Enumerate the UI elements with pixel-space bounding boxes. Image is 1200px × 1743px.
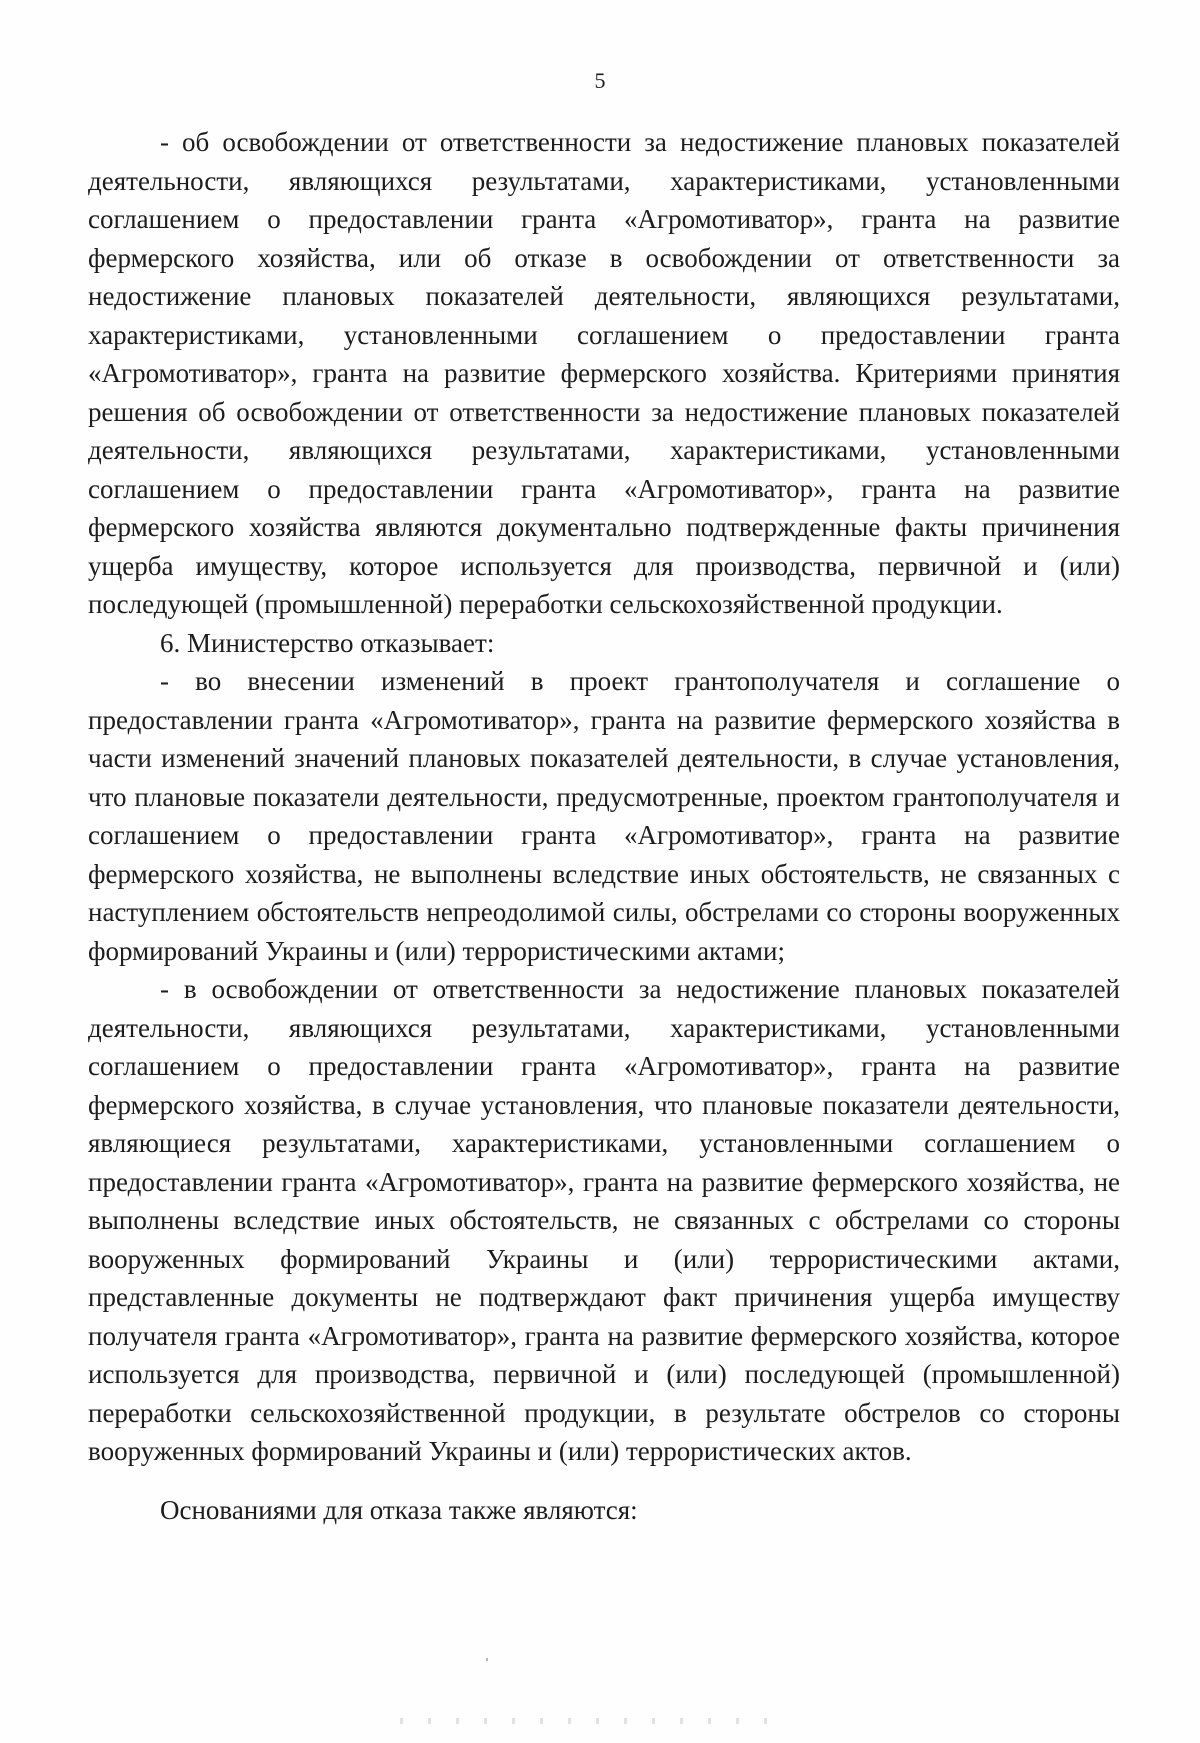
page-number: 5	[594, 68, 606, 93]
paragraph-refusal-of-release: - в освобождении от ответственности за недостижение плановых показателей деятельности, являющихся результатами, характеристиками, установленными соглашением о предоставлении гранта «Агромотиватор», гранта на развитие фермерского хозяйства, в случае установления, что плановые показатели деятельности, являющиеся результатами, характеристиками, установленными соглашением о предоставлении гранта «Агромотиватор», гранта на развитие фермерского хозяйства, не выполнены вследствие иных обстоятельств, не связанных с обстрелами со стороны вооруженных формирований Украины и (или) террористическими актами, представленные документы не подтверждают факт причинения ущерба имуществу получателя гранта «Агромотиватор», гранта на развитие фермерского хозяйства, которое используется для производства, первичной и (или) последующей (промышленной) переработки сельскохозяйственной продукции, в результате обстрелов со стороны вооруженных формирований Украины и (или) террористических актов.	[88, 974, 1120, 1466]
paragraph-refusal-to-amend-project: - во внесении изменений в проект грантополучателя и соглашение о предоставлении гранта «Агромотиватор», гранта на развитие фермерского хозяйства в части изменений значений плановых показателей деятельности, в случае установления, что плановые показатели деятельности, предусмотренные, проектом грантополучателя и соглашением о предоставлении гранта «Агромотиватор», гранта на развитие фермерского хозяйства, не выполнены вследствие иных обстоятельств, не связанных с наступлением обстоятельств непреодолимой силы, обстрелами со стороны вооруженных формирований Украины и (или) террористическими актами;	[88, 666, 1120, 966]
scan-speck	[486, 1658, 488, 1661]
paragraph-ministry-refuses-heading: 6. Министерство отказывает:	[160, 627, 495, 658]
document-body	[88, 123, 1120, 1529]
paragraph-grounds-for-refusal: Основаниями для отказа также являются:	[160, 1494, 638, 1525]
scan-bleed-marks	[400, 1718, 790, 1724]
paragraph-release-from-liability-decision: - об освобождении от ответственности за недостижение плановых показателей деятельности, являющихся результатами, характеристиками, установленными соглашением о предоставлении гранта «Агромотиватор», гранта на развитие фермерского хозяйства, или об отказе в освобождении от ответственности за недостижение плановых показателей деятельности, являющихся результатами, характеристиками, установленными соглашением о предоставлении гранта «Агромотиватор», гранта на развитие фермерского хозяйства. Критериями принятия решения об освобождении от ответственности за недостижение плановых показателей деятельности, являющихся результатами, характеристиками, установленными соглашением о предоставлении гранта «Агромотиватор», гранта на развитие фермерского хозяйства являются документально подтвержденные факты причинения ущерба имуществу, которое используется для производства, первичной и (или) последующей (промышленной) переработки сельскохозяйственной продукции.	[88, 127, 1120, 619]
